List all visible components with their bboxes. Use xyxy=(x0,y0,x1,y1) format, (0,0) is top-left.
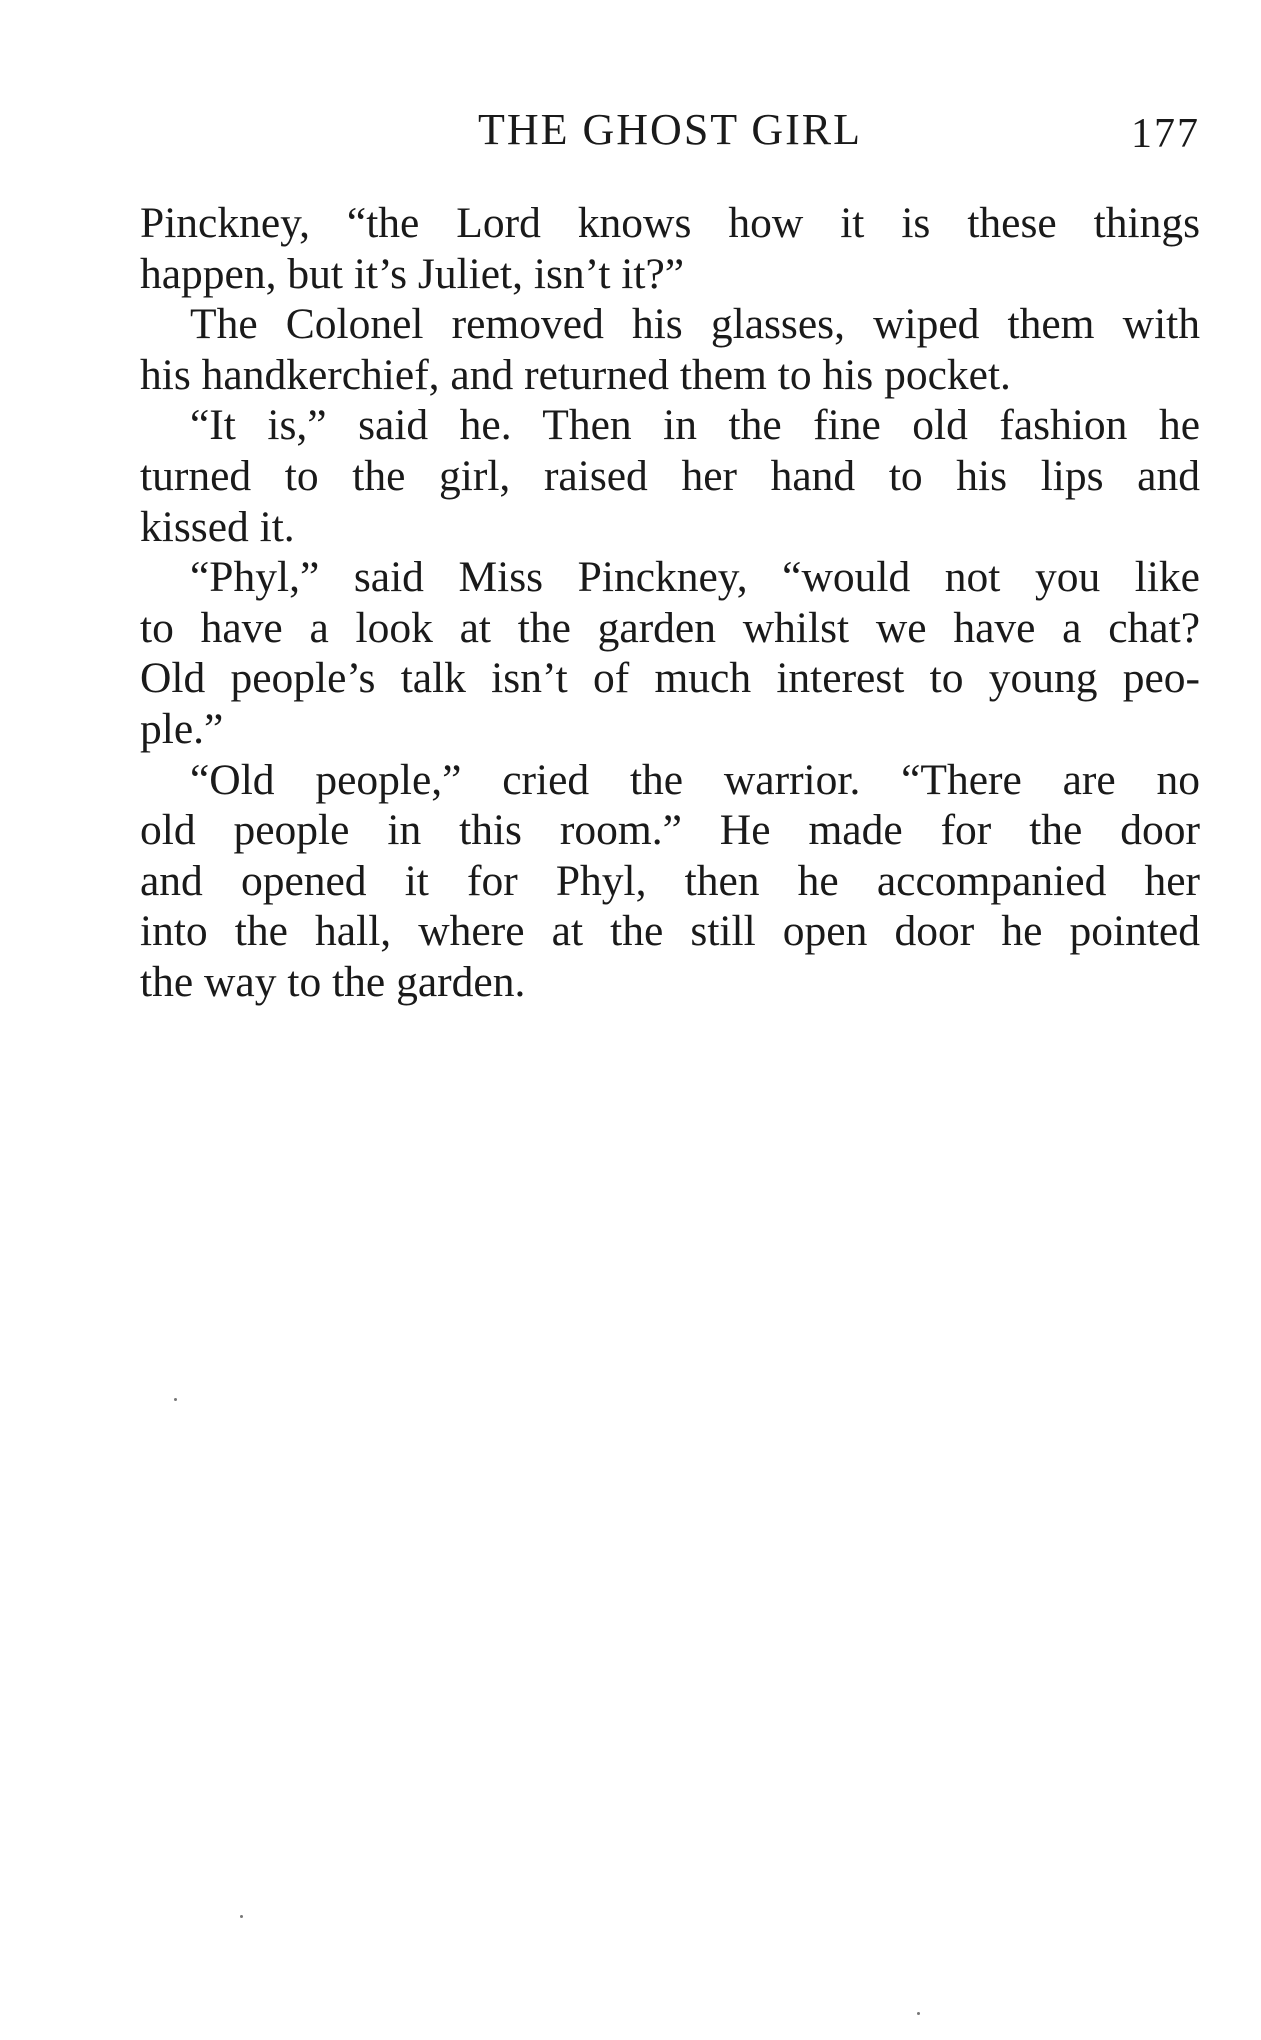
scan-speck xyxy=(917,2012,920,2015)
body-text xyxy=(140,198,1200,1008)
scan-speck xyxy=(240,1915,243,1918)
running-head xyxy=(140,100,1200,160)
text-line: turned to the girl, raised her hand to his lips and xyxy=(140,451,1200,500)
running-title: THE GHOST GIRL xyxy=(477,105,863,154)
scan-speck xyxy=(174,1398,177,1401)
text-line: “Old people,” cried the warrior. “There are no xyxy=(190,755,1200,804)
text-line: kissed it. xyxy=(140,502,295,551)
text-line: The Colonel removed his glasses, wiped them with xyxy=(190,300,1200,349)
text-line: the way to the garden. xyxy=(140,957,526,1006)
text-line: his handkerchief, and returned them to his pocket. xyxy=(140,350,1011,399)
text-line: happen, but it’s Juliet, isn’t it?” xyxy=(140,249,685,298)
text-line: into the hall, where at the still open door he pointed xyxy=(140,907,1200,956)
text-line: and opened it for Phyl, then he accompanied her xyxy=(140,856,1200,905)
page-number: 177 xyxy=(1131,111,1200,157)
text-line: old people in this room.” He made for the door xyxy=(140,806,1200,855)
text-line: Pinckney, “the Lord knows how it is these things xyxy=(140,199,1200,247)
text-line: Old people’s talk isn’t of much interest to young peo- xyxy=(140,654,1200,703)
text-line: ple.” xyxy=(140,704,224,753)
text-line: “Phyl,” said Miss Pinckney, “would not you like xyxy=(190,553,1200,602)
text-line: “It is,” said he. Then in the fine old fashion he xyxy=(190,401,1200,450)
text-line: to have a look at the garden whilst we have a chat? xyxy=(140,603,1200,652)
